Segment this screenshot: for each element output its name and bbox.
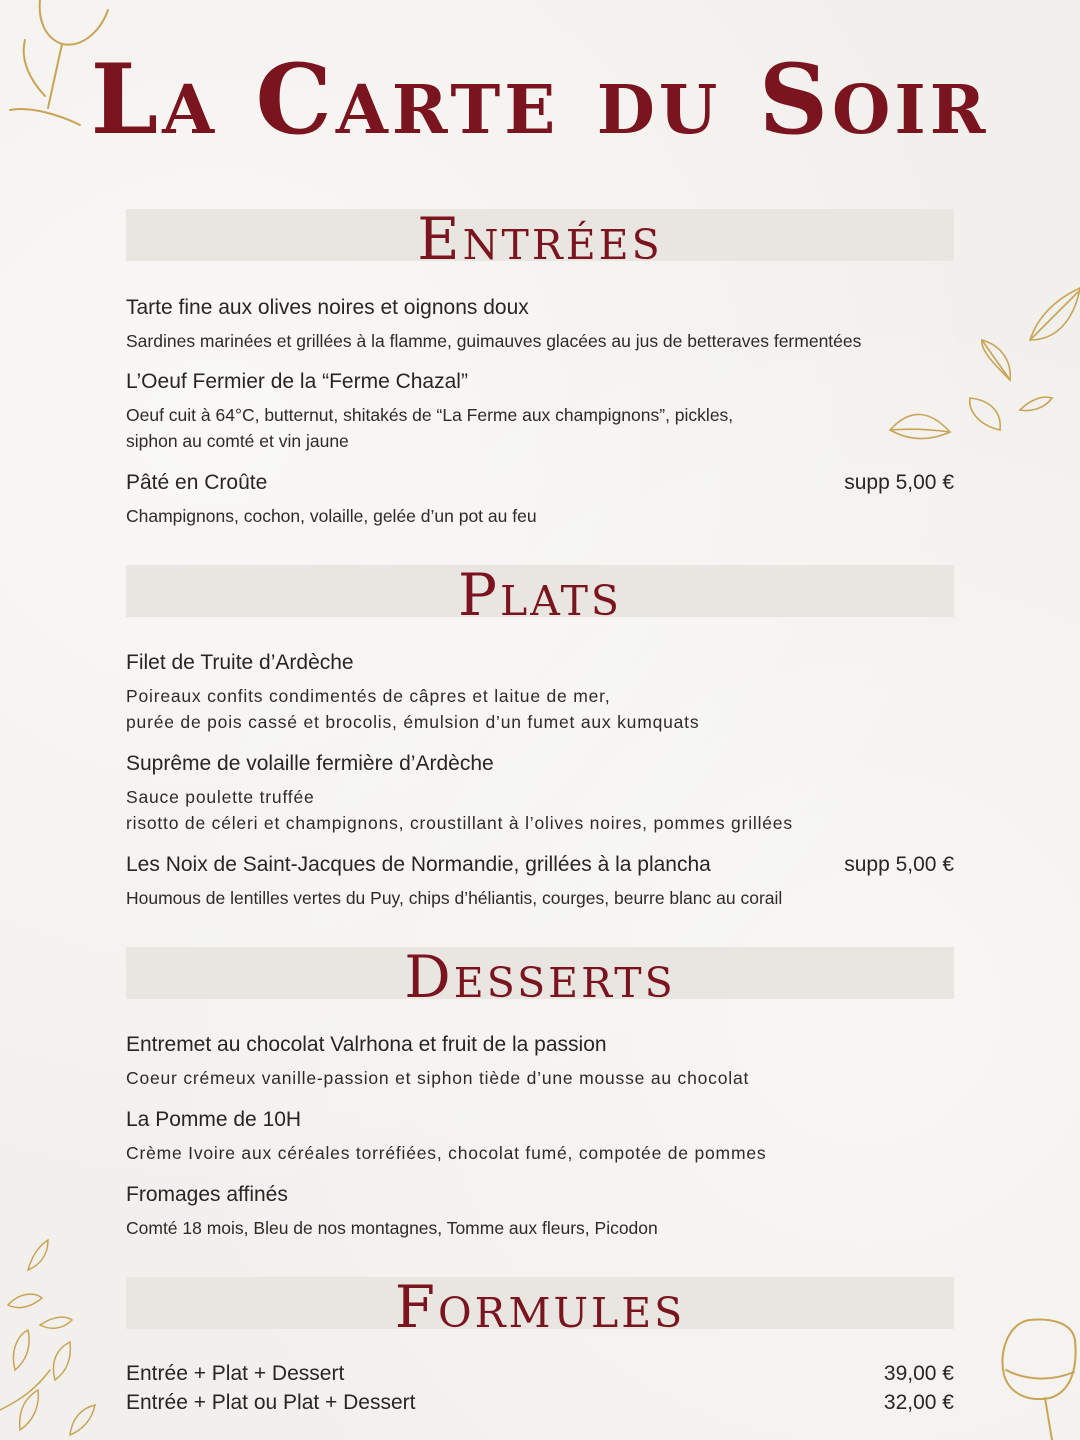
- menu-item-name: La Pomme de 10H: [126, 1108, 302, 1131]
- page-title: La Carte du Soir: [90, 43, 990, 156]
- formule-price: 32,00 €: [883, 1391, 954, 1414]
- menu-item-description: Houmous de lentilles vertes du Puy, chips d’héliantis, courges, beurre blanc au corail: [126, 888, 783, 908]
- menu-item-description: Sardines marinées et grillées à la flamme, guimauves glacées au jus de betteraves fermentées: [126, 331, 862, 351]
- menu-item-name: Tarte fine aux olives noires et oignons doux: [126, 296, 529, 319]
- menu-item-description: Sauce poulette truffée risotto de céleri et champignons, croustillant à l’olives noires, pommes grillées: [126, 787, 793, 833]
- formule-name: Entrée + Plat + Dessert: [126, 1362, 345, 1385]
- menu-item-name: Les Noix de Saint-Jacques de Normandie, grillées à la plancha: [126, 853, 711, 876]
- formule-price: 39,00 €: [883, 1362, 954, 1385]
- menu-item-description: Comté 18 mois, Bleu de nos montagnes, Tomme aux fleurs, Picodon: [126, 1218, 658, 1238]
- section-title-plats: Plats: [457, 561, 623, 629]
- menu-item-description: Champignons, cochon, volaille, gelée d’un pot au feu: [126, 506, 537, 526]
- menu-item-description: Crème Ivoire aux céréales torréfiées, chocolat fumé, compotée de pommes: [126, 1143, 767, 1163]
- section-title-entrees: Entrées: [417, 205, 663, 273]
- section-title-desserts: Desserts: [404, 943, 676, 1011]
- menu-item-name: Suprême de volaille fermière d’Ardèche: [126, 752, 494, 775]
- menu-item-description: Poireaux confits condimentés de câpres et laitue de mer, purée de pois cassé et brocolis, émulsion d’un fumet aux kumquats: [126, 686, 700, 732]
- wine-glass-icon: [990, 1310, 1080, 1440]
- menu-item-name: Pâté en Croûte: [126, 471, 268, 494]
- menu-item-description: Oeuf cuit à 64°C, butternut, shitakés de “La Ferme aux champignons”, pickles, siphon au comté et vin jaune: [126, 405, 734, 451]
- menu-item-price: supp 5,00 €: [844, 853, 954, 876]
- menu-item-name: L’Oeuf Fermier de la “Ferme Chazal”: [126, 370, 468, 393]
- menu-item-name: Fromages affinés: [126, 1183, 288, 1206]
- menu-item-name: Entremet au chocolat Valrhona et fruit de la passion: [126, 1033, 607, 1056]
- leaves-icon: [0, 1230, 110, 1440]
- formule-name: Entrée + Plat ou Plat + Dessert: [126, 1391, 416, 1414]
- section-title-formules: Formules: [394, 1273, 686, 1341]
- menu-item-name: Filet de Truite d’Ardèche: [126, 651, 354, 674]
- menu-item-price: supp 5,00 €: [844, 471, 954, 494]
- menu-item-description: Coeur crémeux vanille-passion et siphon tiède d’une mousse au chocolat: [126, 1068, 750, 1088]
